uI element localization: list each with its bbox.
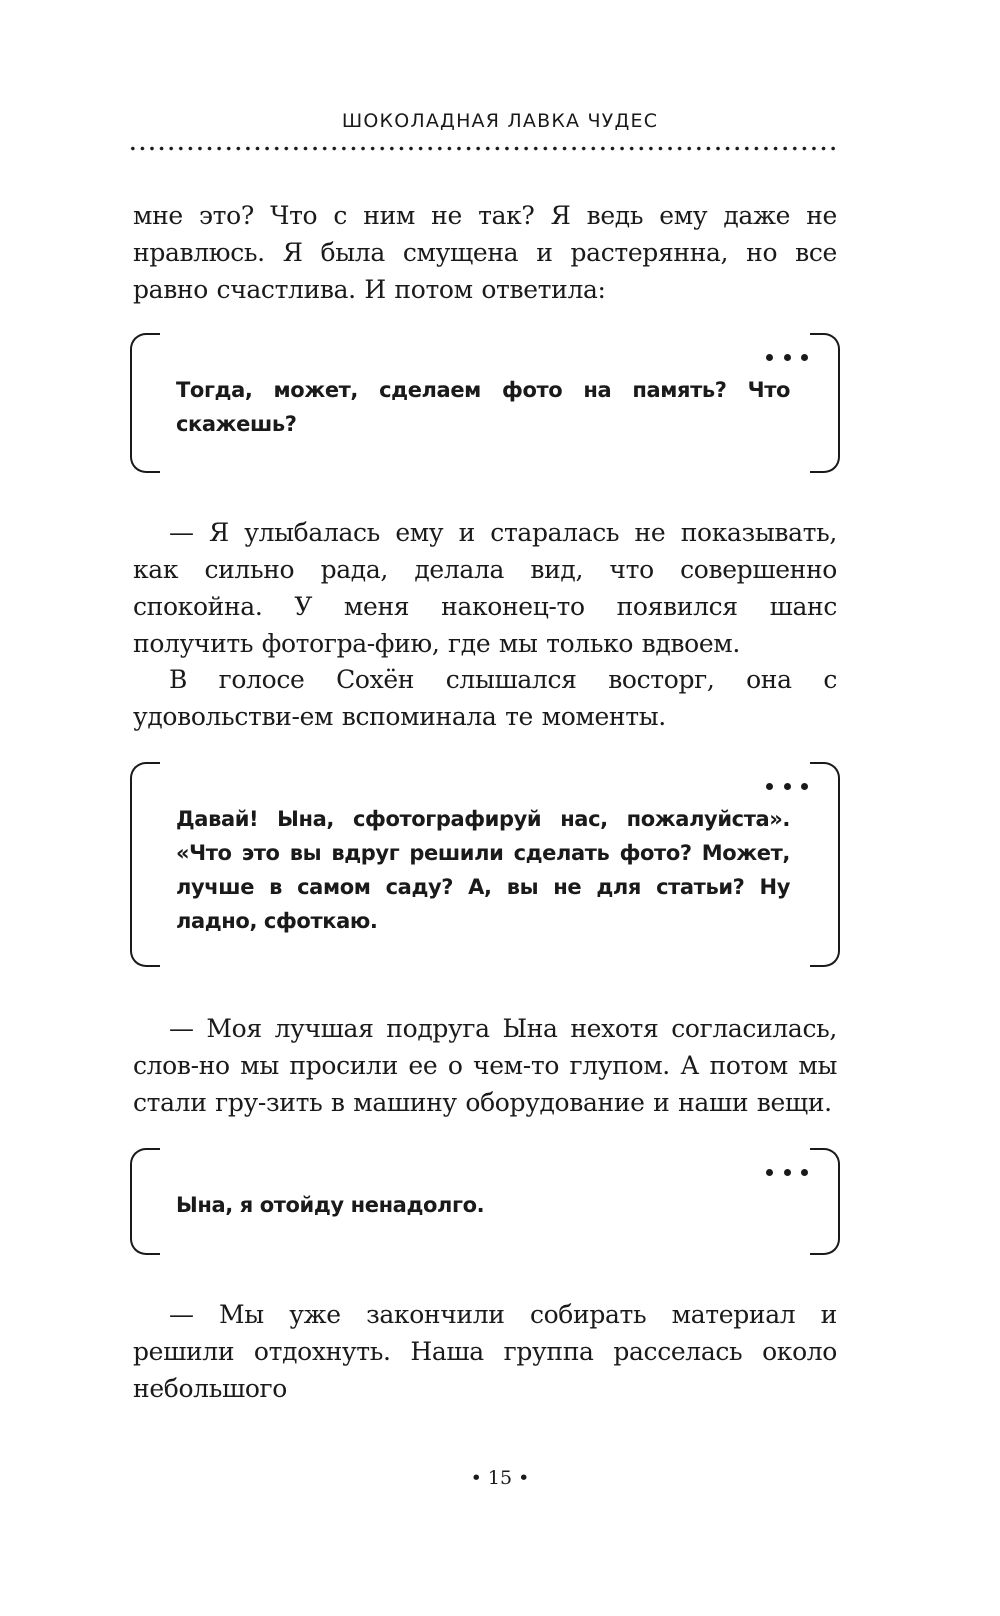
running-title: ШОКОЛАДНАЯ ЛАВКА ЧУДЕС: [341, 110, 659, 132]
paragraph-3: В голосе Сохён слышался восторг, она с удовольстви-ем вспоминала те моменты.: [133, 665, 837, 731]
dialogue-text-2: Давай! Ына, сфотографируй нас, пожалуйста». «Что это вы вдруг решили сделать фото? Может, лучше в самом саду? А, вы не для статьи? Ну ладно, сфоткаю.: [176, 807, 790, 933]
ellipsis-icon: [766, 353, 808, 361]
dialogue-box-3: [130, 1148, 840, 1255]
dialogue-box-2: [130, 762, 840, 967]
ellipsis-icon: [766, 782, 808, 790]
left-bracket: [130, 333, 160, 473]
right-bracket: [810, 333, 840, 473]
paragraph-5: — Мы уже закончили собирать материал и решили отдохнуть. Наша группа расселась около небольшого: [133, 1300, 837, 1403]
dialogue-text-1: Тогда, может, сделаем фото на память? Что скажешь?: [176, 378, 790, 436]
ellipsis-icon: [766, 1168, 808, 1176]
page-number: • 15 •: [470, 1467, 530, 1489]
dialogue-text-3: Ына, я отойду ненадолго.: [176, 1193, 485, 1217]
paragraph-1: мне это? Что с ним не так? Я ведь ему даже не нравлюсь. Я была смущена и растерянна, но все равно счастлива. И потом ответила:: [133, 201, 837, 304]
paragraph-4: — Моя лучшая подруга Ына нехотя согласилась, слов-но мы просили ее о чем-то глупом. А потом мы стали гру-зить в машину оборудование и наши вещи.: [133, 1014, 837, 1117]
right-bracket: [810, 1148, 840, 1255]
left-bracket: [130, 762, 160, 967]
dialogue-box-1: [130, 333, 840, 473]
left-bracket: [130, 1148, 160, 1255]
right-bracket: [810, 762, 840, 967]
header-dotted-rule: [128, 146, 840, 151]
paragraph-2: — Я улыбалась ему и старалась не показывать, как сильно рада, делала вид, что совершенно спокойна. У меня наконец-то появился шанс получить фотогра-фию, где мы только вдвоем.: [133, 518, 837, 658]
